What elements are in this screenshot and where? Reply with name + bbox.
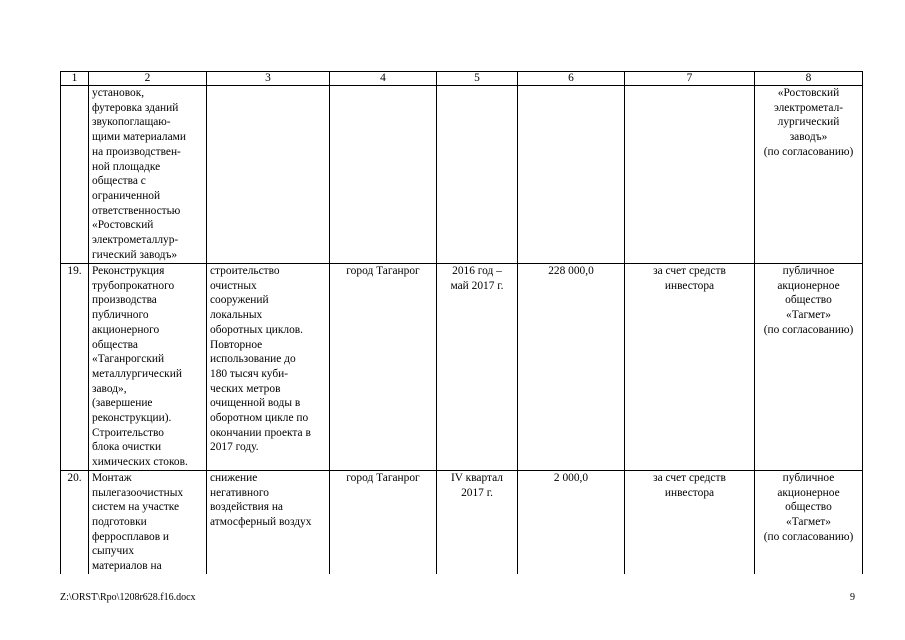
executor-cell: публичное акционерное общество «Тагмет» (по согласованию)	[755, 470, 863, 573]
table-row	[61, 470, 863, 573]
column-number: 7	[625, 72, 755, 86]
funding-source-cell	[625, 86, 755, 264]
term-cell: 2016 год – май 2017 г.	[437, 264, 518, 471]
funding-source-cell: за счет средств инвестора	[625, 264, 755, 471]
column-number: 3	[207, 72, 330, 86]
column-number-row	[61, 72, 863, 86]
effect-cell: строительство очистных сооружений локальных оборотных циклов. Повторное использование до 180 тысяч куби- ческих метров очищенной воды в оборотном цикле по окончании проекта в 2017 году.	[207, 264, 330, 471]
measures-table	[60, 71, 863, 574]
cost-cell: 228 000,0	[518, 264, 625, 471]
term-cell	[437, 86, 518, 264]
column-number: 2	[89, 72, 207, 86]
measure-cell: Монтаж пылегазоочистных систем на участке подготовки ферросплавов и сыпучих материалов на	[89, 470, 207, 573]
table-row	[61, 86, 863, 264]
page-number: 9	[850, 592, 855, 603]
column-number: 8	[755, 72, 863, 86]
location-cell: город Таганрог	[330, 470, 437, 573]
column-number: 4	[330, 72, 437, 86]
term-cell: IV квартал 2017 г.	[437, 470, 518, 573]
column-number: 5	[437, 72, 518, 86]
executor-cell: «Ростовский электрометал- лургический заводъ» (по согласованию)	[755, 86, 863, 264]
executor-cell: публичное акционерное общество «Тагмет» (по согласованию)	[755, 264, 863, 471]
location-cell	[330, 86, 437, 264]
effect-cell	[207, 86, 330, 264]
table-row	[61, 264, 863, 471]
measure-cell: установок, футеровка зданий звукопоглащаю- щими материалами на производствен- ной площадке общества с ограниченной ответственностью «Ростовский электрометаллур- гический заводъ»	[89, 86, 207, 264]
column-number: 1	[61, 72, 89, 86]
funding-source-cell: за счет средств инвестора	[625, 470, 755, 573]
row-number-cell	[61, 86, 89, 264]
row-number-cell: 19.	[61, 264, 89, 471]
column-number: 6	[518, 72, 625, 86]
effect-cell: снижение негативного воздействия на атмосферный воздух	[207, 470, 330, 573]
location-cell: город Таганрог	[330, 264, 437, 471]
footer-file-path: Z:\ORST\Rpo\1208r628.f16.docx	[60, 592, 196, 603]
row-number-cell: 20.	[61, 470, 89, 573]
measure-cell: Реконструкция трубопрокатного производства публичного акционерного общества «Таганрогский металлургический завод», (завершение реконструкции). Строительство блока очистки химических стоков.	[89, 264, 207, 471]
cost-cell	[518, 86, 625, 264]
cost-cell: 2 000,0	[518, 470, 625, 573]
